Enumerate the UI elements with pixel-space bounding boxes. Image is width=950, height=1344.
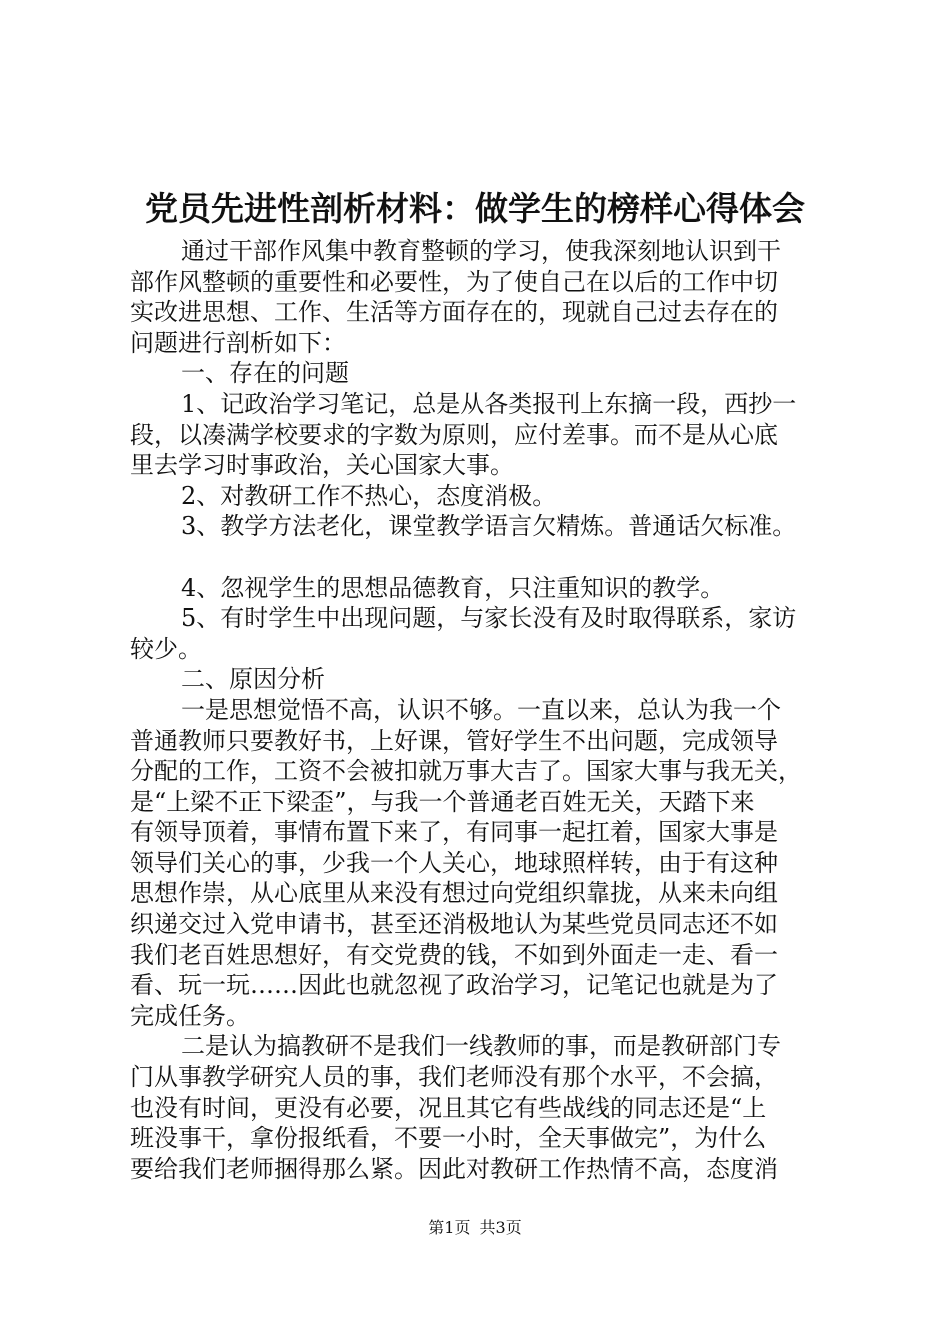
text-line: 一是思想觉悟不高，认识不够。一直以来，总认为我一个 [181,695,781,724]
text-line: 是“上梁不正下梁歪”，与我一个普通老百姓无关，天踏下来 [130,787,755,816]
page-footer [0,1216,950,1240]
page-number: 第1页 [428,1218,471,1237]
text-line: 1、记政治学习笔记，总是从各类报刊上东摘一段，西抄一 [181,389,797,418]
page-total: 共3页 [479,1218,522,1237]
text-line: 较少。 [130,634,202,663]
text-line: 完成任务。 [130,1001,250,1030]
text-line [130,542,830,573]
text-line: 我们老百姓思想好，有交党费的钱，不如到外面走一走、看一 [130,940,778,969]
text-line: 5、有时学生中出现问题，与家长没有及时取得联系，家访 [181,604,797,633]
text-line: 4、忽视学生的思想品德教育，只注重知识的教学。 [181,573,725,602]
text-line: 分配的工作，工资不会被扣就万事大吉了。国家大事与我无关， [130,757,802,786]
text-line: 普通教师只要教好书，上好课，管好学生不出问题，完成领导 [130,726,778,755]
text-line: 问题进行剖析如下： [130,328,346,357]
text-line: 段，以凑满学校要求的字数为原则，应付差事。而不是从心底 [130,420,778,449]
text-line: 实改进思想、工作、生活等方面存在的，现就自己过去存在的 [130,298,778,327]
text-line: 门从事教学研究人员的事，我们老师没有那个水平，不会搞， [130,1063,778,1092]
text-line: 要给我们老师捆得那么紧。因此对教研工作热情不高，态度消 [130,1154,778,1183]
text-line: 3、教学方法老化，课堂教学语言欠精炼。普通话欠标准。 [181,512,797,541]
document-title: 党员先进性剖析材料：做学生的榜样心得体会 [145,189,805,228]
text-line: 也没有时间，更没有必要，况且其它有些战线的同志还是“上 [130,1093,767,1122]
text-line: 班没事干，拿份报纸看，不要一小时，全天事做完”，为什么 [130,1124,767,1153]
text-line: 二、原因分析 [181,665,325,694]
text-line: 2、对教研工作不热心，态度消极。 [181,481,557,510]
text-line: 有领导顶着，事情布置下来了，有同事一起扛着，国家大事是 [130,818,778,847]
text-line: 思想作崇，从心底里从来没有想过向党组织靠拢，从来未向组 [130,879,778,908]
text-line: 看、玩一玩……因此也就忽视了政治学习，记笔记也就是为了 [130,971,778,1000]
document-body [130,236,830,1184]
text-line: 部作风整顿的重要性和必要性，为了使自己在以后的工作中切 [130,267,778,296]
text-line: 织递交过入党申请书，甚至还消极地认为某些党员同志还不如 [130,910,778,939]
text-line: 二是认为搞教研不是我们一线教师的事，而是教研部门专 [181,1032,781,1061]
text-line: 一、存在的问题 [181,359,349,388]
text-line: 通过干部作风集中教育整顿的学习，使我深刻地认识到干 [181,237,781,265]
text-line: 领导们关心的事，少我一个人关心，地球照样转，由于有这种 [130,848,778,877]
text-line: 里去学习时事政治，关心国家大事。 [130,451,514,480]
